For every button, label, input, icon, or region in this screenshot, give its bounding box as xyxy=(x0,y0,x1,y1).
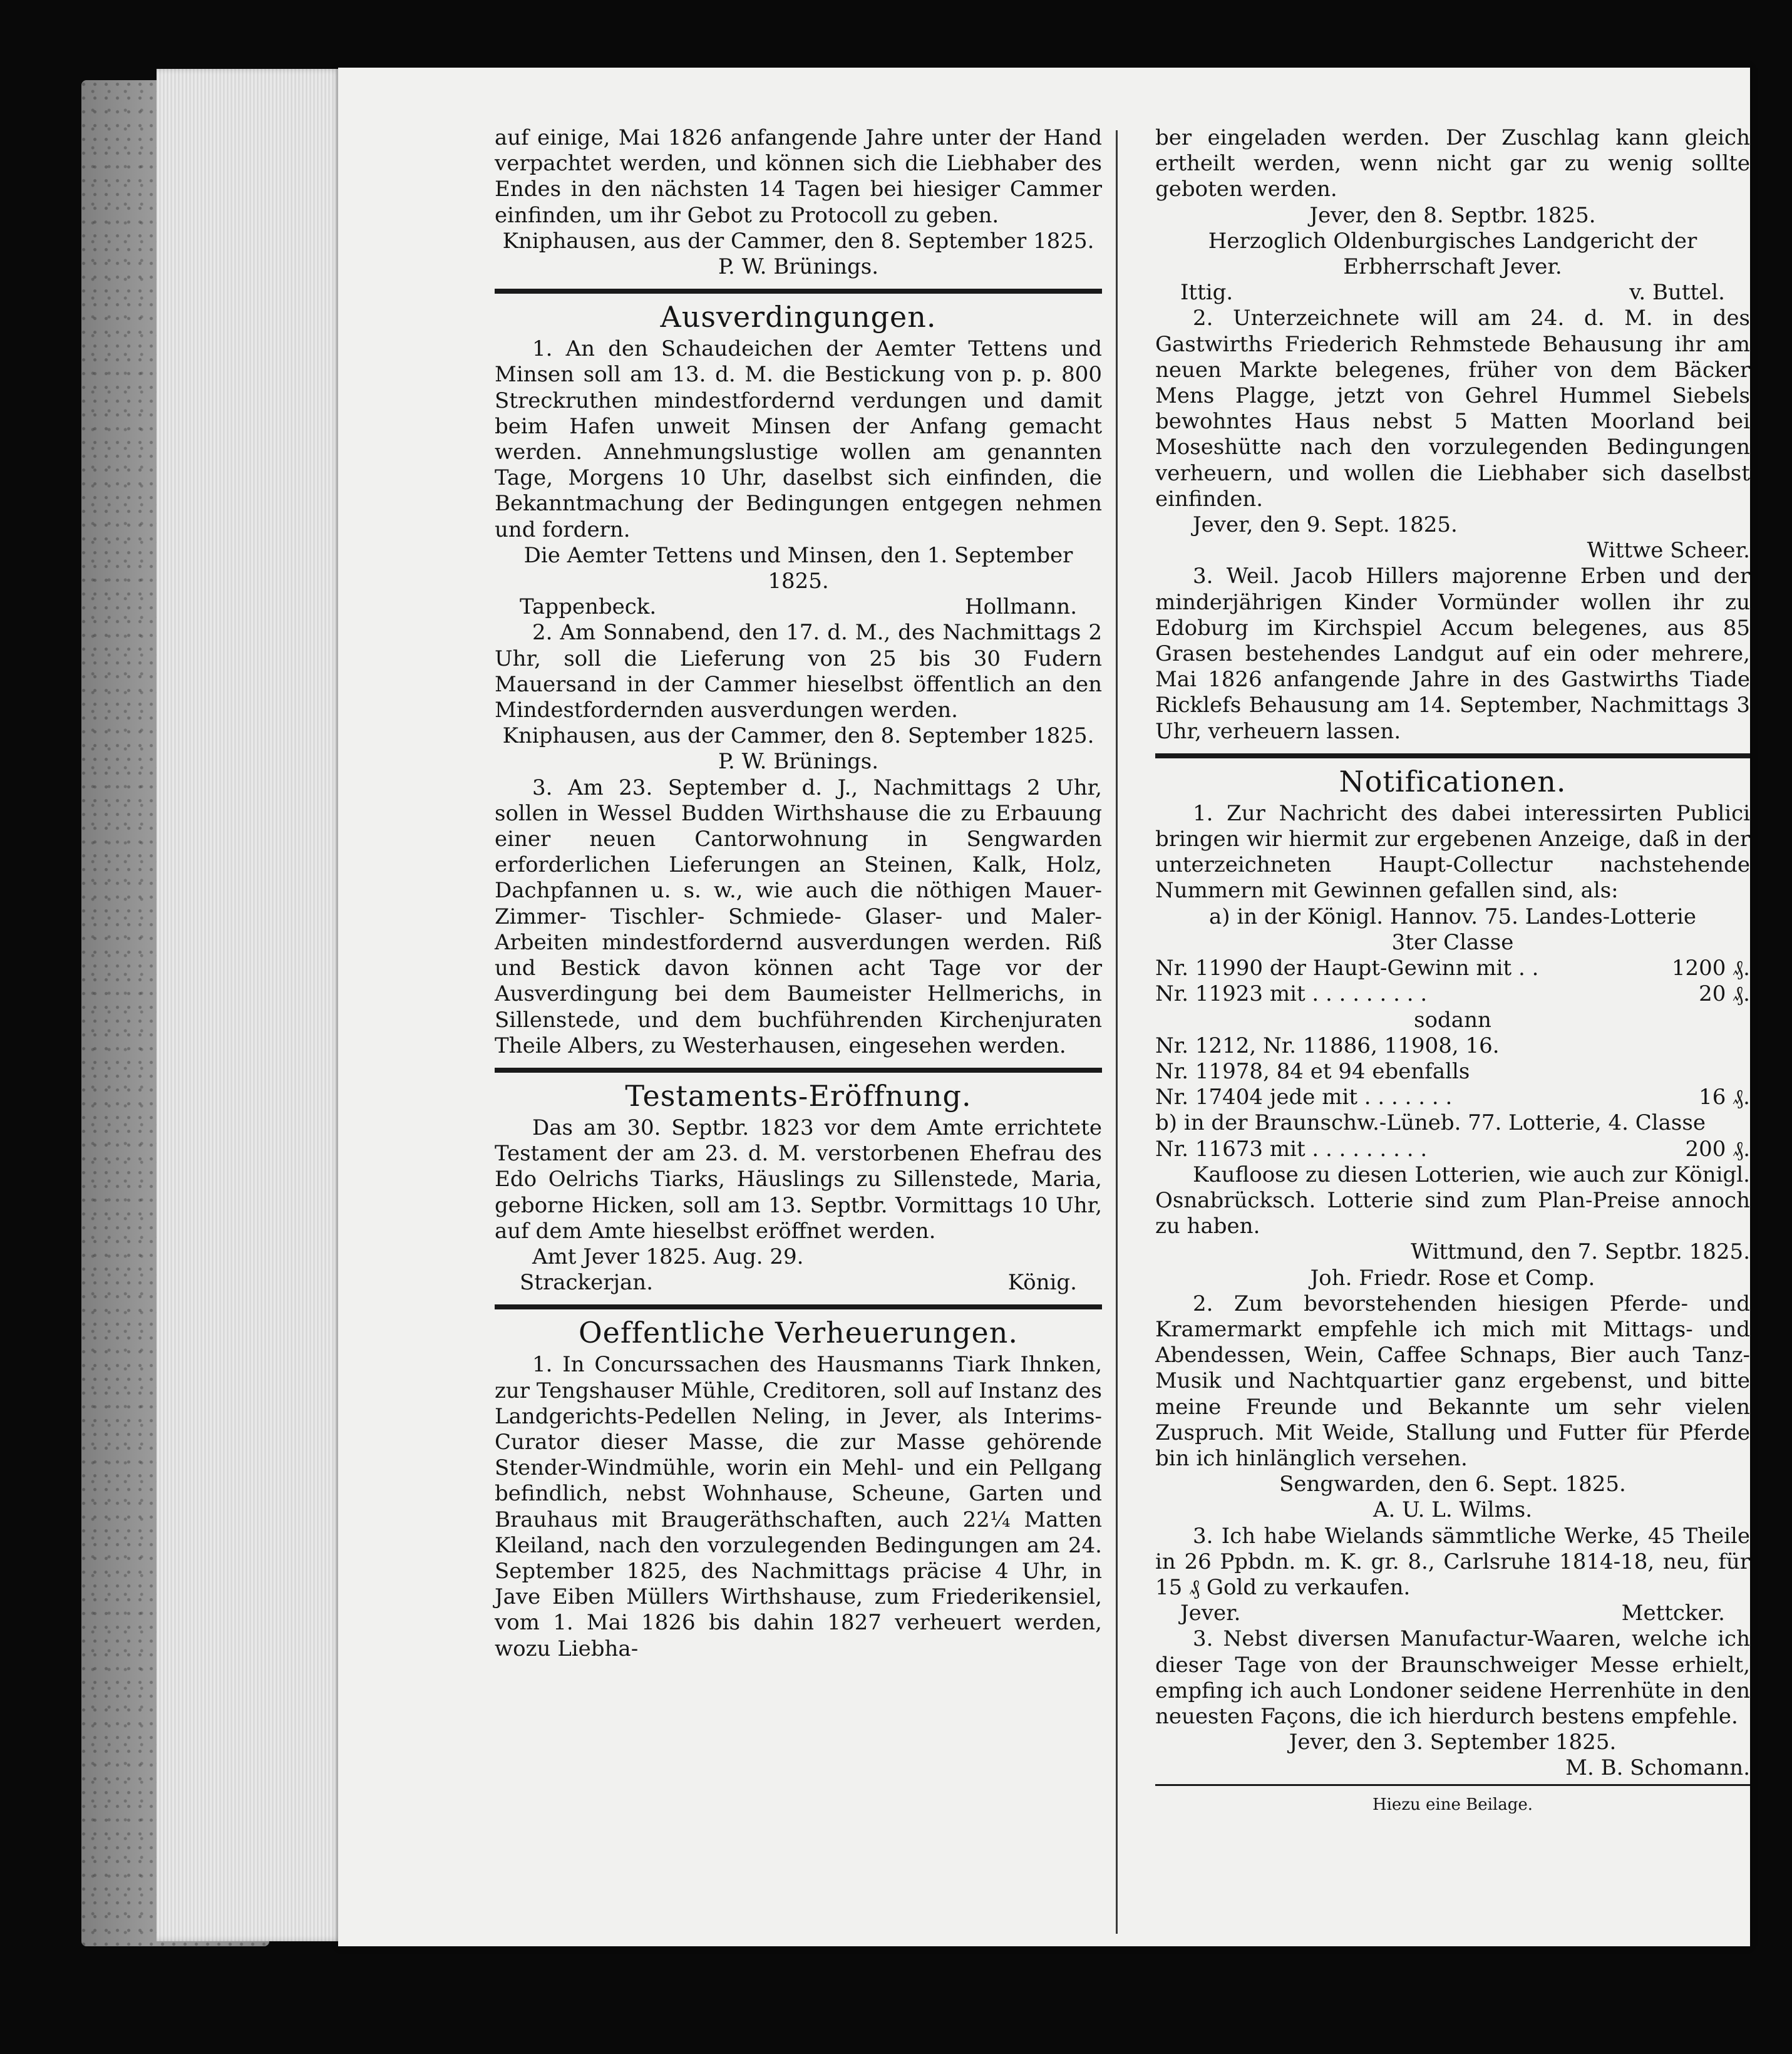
lottery-entry-prize: 200 ₰. xyxy=(1685,1136,1750,1162)
verheuerung-item-1: 1. In Concurssachen des Hausmanns Tiark Ihnken, zur Tengshauser Mühle, Creditoren, soll auf Instanz des Landgerichts-Pedellen Neling, in Jever, als Interims-Curator dieser Masse, die zur Masse gehörende Stender-Windmühle, worin ein Mehl- und ein Pellgang befindlich, nebst Wohnhause, Scheune, Garten und Brauhaus mit Braugeräthschaften, auch 22¼ Matten Kleiland, nach den vorzulegenden Bedingungen am 24. September 1825, des Nachmittags präcise 4 Uhr, in Jave Eiben Müllers Wirthshause, zum Friederikensiel, vom 1. Mai 1826 bis dahin 1827 verheuert werden, wozu Liebha- xyxy=(495,1352,1102,1661)
notification-item-3: 3. Ich habe Wielands sämmtliche Werke, 45 Theile in 26 Ppbdn. m. K. gr. 8., Carlsruhe 1814-18, neu, für 15 ₰ Gold zu verkaufen. xyxy=(1155,1523,1750,1600)
item2-place: Jever, den 9. Sept. 1825. xyxy=(1193,512,1458,538)
section-heading-notificationen: Notificationen. xyxy=(1339,764,1567,798)
newspaper-page xyxy=(338,68,1750,1946)
left-column xyxy=(495,125,1102,1662)
court-signatures xyxy=(1155,280,1750,306)
notification-1-more: Kaufloose zu diesen Lotterien, wie auch zur Königl. Osnabrücksch. Lotterie sind zum Plan-Preise annoch zu haben. xyxy=(1155,1162,1750,1239)
ausverdingung-item-2: 2. Am Sonnabend, den 17. d. M., des Nachmittags 2 Uhr, soll die Lieferung von 25 bis 30 Fudern Mauersand in der Cammer hieselbst öffentlich an den Mindestfordernden ausverdungen werden. xyxy=(495,620,1102,723)
notification-2-place: Sengwarden, den 6. Sept. 1825. xyxy=(1279,1472,1626,1497)
lottery-entry-prize: 16 ₰. xyxy=(1699,1085,1750,1110)
lottery-entry xyxy=(1155,981,1750,1007)
notification-1-place: Wittmund, den 7. Septbr. 1825. xyxy=(1411,1239,1750,1265)
lottery-b-title: b) in der Braunschw.-Lüneb. 77. Lotterie, 4. Classe xyxy=(1155,1110,1706,1136)
section-heading-ausverdingungen: Ausverdingungen. xyxy=(660,300,937,334)
section-divider xyxy=(495,1304,1102,1309)
notification-item-2: 2. Zum bevorstehenden hiesigen Pferde- und Kramermarkt empfehle ich mich mit Mittags- und Abendessen, Wein, Caffee Schnaps, Bier auch Tanz-Musik und Nachtquartier ganz ergebenst, und bitte meine Freunde und Bekannte um sehr vielen Zuspruch. Mit Weide, Stallung und Futter für Pferde bin ich hinlänglich versehen. xyxy=(1155,1291,1750,1471)
lottery-entry-prize: 20 ₰. xyxy=(1699,981,1750,1007)
item1-place: Die Aemter Tettens und Minsen, den 1. September 1825. xyxy=(523,542,1073,594)
testament-text: Das am 30. Septbr. 1823 vor dem Amte errichtete Testament der am 23. d. M. verstorbenen Ehefrau des Edo Oelrichs Tiarks, Häuslings zu Sillenstede, Maria, geborne Hicken, soll am 13. Septbr. Vormittags 10 Uhr, auf dem Amte hieselbst eröffnet werden. xyxy=(495,1115,1102,1244)
notification-1-signature: Joh. Friedr. Rose et Comp. xyxy=(1310,1265,1595,1291)
lottery-entry xyxy=(1155,956,1750,981)
verheuerung-item-3: 3. Weil. Jacob Hillers majorenne Erben und der minderjährigen Kinder Vormünder wollen ihr zu Edoburg im Kirchspiel Accum belegenes, aus 85 Grasen bestehendes Landgut auf ein oder mehrere, Mai 1826 anfangende Jahre in des Gastwirths Tiade Ricklefs Behausung am 14. September, Nachmittags 3 Uhr, verheuern lassen. xyxy=(1155,564,1750,744)
lottery-a-class: 3ter Classe xyxy=(1391,929,1514,955)
lottery-sodann: sodann xyxy=(1414,1007,1491,1033)
lottery-a-title: a) in der Königl. Hannov. 75. Landes-Lotterie xyxy=(1208,904,1696,929)
notification-2-signature: A. U. L. Wilms. xyxy=(1372,1497,1533,1523)
testament-signatures xyxy=(495,1270,1102,1296)
court-sig-left: Ittig. xyxy=(1180,280,1233,306)
testament-sig-left: Strackerjan. xyxy=(520,1270,654,1296)
item1-sig-left: Tappenbeck. xyxy=(520,594,657,620)
lottery-entry: Nr. 11978, 84 et 94 ebenfalls xyxy=(1155,1058,1470,1084)
item2-signature: P. W. Brünings. xyxy=(718,749,879,775)
section-divider xyxy=(1155,753,1750,758)
intro-place: Kniphausen, aus der Cammer, den 8. September 1825. xyxy=(502,228,1094,254)
continued-text: ber eingeladen werden. Der Zuschlag kann gleich ertheilt werden, wenn nicht gar zu wenig sollte geboten werden. xyxy=(1155,125,1750,202)
section-divider xyxy=(495,289,1102,294)
footer-divider xyxy=(1155,1784,1750,1786)
lottery-entry-number: Nr. 11990 der Haupt-Gewinn mit . . xyxy=(1155,956,1539,981)
notification-3-signatures xyxy=(1155,1601,1750,1626)
ausverdingung-item-3: 3. Am 23. September d. J., Nachmittags 2 Uhr, sollen in Wessel Budden Wirthshause die zu Erbauung einer neuen Cantorwohnung in Sengwarden erforderlichen Lieferungen an Steinen, Kalk, Holz, Dachpfannen u. s. w., wie auch die nöthigen Mauer- Zimmer- Tischler- Schmiede- Glaser- und Maler-Arbeiten mindestfordernd ausverdungen werden. Riß und Bestick davon können acht Tage vor der Ausverdingung bei dem Baumeister Hellmerichs, in Sillenstede, und dem buchführenden Kirchenjuraten Theile Albers, zu Westerhausen, eingesehen werden. xyxy=(495,775,1102,1058)
court-sig-right: v. Buttel. xyxy=(1629,280,1725,306)
column-divider xyxy=(1116,130,1118,1934)
page-edges xyxy=(157,69,344,1941)
notification-4-signature: M. B. Schomann. xyxy=(1565,1755,1750,1781)
testament-sig-right: König. xyxy=(1007,1270,1077,1296)
lottery-entry-number: Nr. 11673 mit . . . . . . . . . xyxy=(1155,1136,1428,1162)
notification-item-4: 3. Nebst diversen Manufactur-Waaren, welche ich dieser Tage von der Braunschweiger Messe erhielt, empfing ich auch Londoner seidene Herrenhüte in den neuesten Façons, die ich hierdurch bestens empfehle. xyxy=(1155,1626,1750,1729)
notification-4-place: Jever, den 3. September 1825. xyxy=(1289,1730,1617,1755)
section-heading-verheuerungen: Oeffentliche Verheuerungen. xyxy=(578,1316,1019,1350)
lottery-entry xyxy=(1155,1085,1750,1110)
right-column xyxy=(1155,125,1750,1818)
court-name: Herzoglich Oldenburgisches Landgericht der Erbherrschaft Jever. xyxy=(1208,228,1697,280)
intro-signature: P. W. Brünings. xyxy=(718,254,879,280)
lottery-entry xyxy=(1155,1137,1750,1162)
footer-note: Hiezu eine Beilage. xyxy=(1372,1795,1533,1814)
item1-sig-right: Hollmann. xyxy=(965,594,1077,620)
lottery-entry: Nr. 1212, Nr. 11886, 11908, 16. xyxy=(1155,1033,1500,1058)
lottery-entry-number: Nr. 11923 mit . . . . . . . . . xyxy=(1155,981,1428,1007)
ausverdingung-item-1: 1. An den Schaudeichen der Aemter Tettens und Minsen soll am 13. d. M. die Bestickung von p. p. 800 Streckruthen mindestfordernd verdungen und damit beim Hafen unweit Minsen der Anfang gemacht werden. Annehmungslustige wollen am genannten Tage, Morgens 10 Uhr, daselbst sich einfinden, die Bekanntmachung der Bedingungen entgegen nehmen und fordern. xyxy=(495,336,1102,542)
item2-signature: Wittwe Scheer. xyxy=(1587,538,1750,564)
item2-place: Kniphausen, aus der Cammer, den 8. September 1825. xyxy=(502,723,1094,749)
section-divider xyxy=(495,1068,1102,1073)
notification-3-signature: Mettcker. xyxy=(1621,1601,1725,1626)
lottery-entry-number: Nr. 17404 jede mit . . . . . . . xyxy=(1155,1085,1453,1110)
section-heading-testament: Testaments-Eröffnung. xyxy=(625,1078,972,1113)
notification-3-place: Jever. xyxy=(1180,1601,1241,1626)
item1-signatures xyxy=(495,594,1102,620)
intro-text: auf einige, Mai 1826 anfangende Jahre unter der Hand verpachtet werden, und können sich die Liebhaber des Endes in den nächsten 14 Tagen bei hiesiger Cammer einfinden, um ihr Gebot zu Protocoll zu geben. xyxy=(495,125,1102,228)
verheuerung-item-2: 2. Unterzeichnete will am 24. d. M. in des Gastwirths Friederich Rehmstede Behausung ihr am neuen Markte belegenes, früher von dem Bäcker Mens Plagge, jetzt von Gehrel Hummel Siebels bewohntes Haus nebst 5 Matten Moorland bei Moseshütte nach den vorzulegenden Bedingungen verheuern, und wollen die Liebhaber sich daselbst einfinden. xyxy=(1155,306,1750,512)
testament-place: Amt Jever 1825. Aug. 29. xyxy=(532,1244,804,1269)
notification-item-1: 1. Zur Nachricht des dabei interessirten Publici bringen wir hiermit zur ergebenen Anzeige, daß in der unterzeichneten Haupt-Collectur nachstehende Nummern mit Gewinnen gefallen sind, als: xyxy=(1155,800,1750,904)
lottery-entry-prize: 1200 ₰. xyxy=(1671,956,1750,981)
continued-place: Jever, den 8. Septbr. 1825. xyxy=(1309,202,1596,228)
